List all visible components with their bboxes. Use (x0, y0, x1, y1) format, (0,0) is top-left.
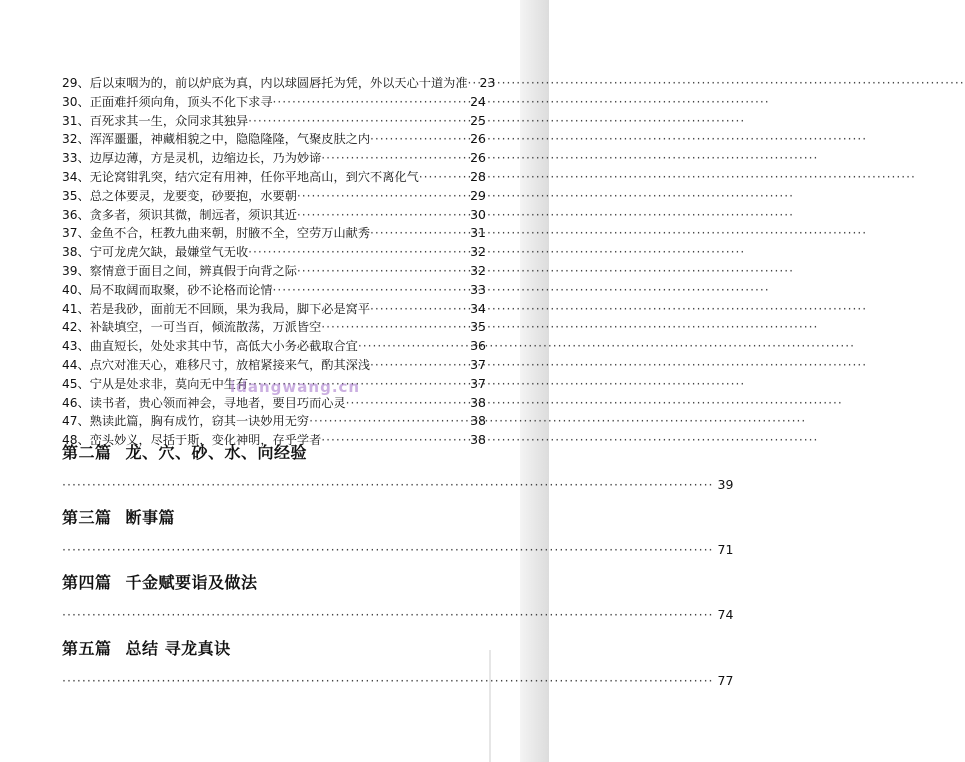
entry-number: 48 (62, 433, 78, 448)
entry-page: 37 (470, 375, 486, 391)
leader-dots (248, 245, 468, 259)
part-page: 77 (717, 673, 734, 688)
entry-page: 38 (470, 413, 486, 429)
entry-number: 40 (62, 282, 78, 297)
toc-entry (62, 318, 486, 337)
part-leader (62, 477, 734, 492)
entry-page: 38 (470, 432, 486, 448)
part-leader (62, 607, 734, 622)
leader-dots (370, 302, 468, 316)
leader-dots (62, 673, 714, 688)
entry-number: 35 (62, 188, 78, 203)
entry-number: 44 (62, 357, 78, 372)
entry-number: 30 (62, 94, 78, 109)
toc-entry (62, 281, 486, 300)
leader-dots (273, 283, 469, 297)
part-heading-3 (62, 505, 734, 557)
entry-page: 33 (470, 281, 486, 297)
entry-text: 、补缺填空，一可当百，倾流散荡，万派皆空 (77, 320, 322, 335)
toc-entry (62, 412, 486, 431)
toc-entry (62, 149, 486, 168)
leader-dots (297, 208, 468, 222)
part-leader (62, 542, 734, 557)
leader-dots (62, 477, 714, 492)
entry-text: 、察情意于面目之间，辨真假于向背之际 (77, 263, 297, 278)
toc-entry (62, 130, 486, 149)
entry-number: 33 (62, 151, 78, 166)
part-heading-5 (62, 636, 734, 688)
part-title (62, 636, 486, 659)
part-label: 第三篇 (62, 508, 112, 527)
leader-dots (321, 320, 468, 334)
leader-dots (346, 396, 468, 410)
entry-number: 34 (62, 169, 78, 184)
toc-entry (62, 168, 486, 187)
entry-number: 38 (62, 245, 78, 260)
leader-dots (62, 542, 714, 557)
leader-dots (297, 264, 468, 278)
entry-number: 46 (62, 395, 78, 410)
toc-entry (62, 74, 496, 93)
part-title (62, 440, 486, 463)
entry-text: 、正面难扦须向角，顶头不化下求寻 (77, 94, 273, 109)
part-page: 71 (717, 542, 734, 557)
part-label: 第二篇 (62, 443, 112, 462)
entry-page: 24 (470, 93, 486, 109)
entry-text: 、百死求其一生，众同求其独异 (77, 113, 249, 128)
entry-page: 26 (470, 131, 486, 147)
leader-dots (321, 151, 468, 165)
entry-page: 26 (470, 150, 486, 166)
toc-entry (62, 262, 486, 281)
toc-entry (62, 206, 486, 225)
entry-number: 37 (62, 226, 78, 241)
entry-page: 32 (470, 262, 486, 278)
toc-entry (62, 112, 486, 131)
toc-entry (62, 93, 486, 112)
leader-dots (62, 607, 714, 622)
entry-text: 、后以束咽为的，前以炉底为真，内以球圆唇托为凭，外以天心十道为准 (77, 76, 468, 90)
leader-dots (248, 114, 468, 128)
entry-number: 45 (62, 376, 78, 391)
leader-dots (370, 226, 468, 240)
entry-number: 36 (62, 207, 78, 222)
part-name: 总结 寻龙真诀 (125, 639, 231, 658)
leader-dots (309, 414, 468, 428)
part-heading-4 (62, 570, 734, 622)
entry-text: 、熟读此篇，胸有成竹，窃其一诀妙用无穷 (77, 414, 310, 429)
leader-dots (419, 170, 468, 184)
leader-dots (297, 189, 468, 203)
entry-text: 、若是我砂，面前无不回顾，果为我局，脚下必是窝平 (77, 301, 371, 316)
entry-page: 28 (470, 168, 486, 184)
entry-page: 25 (470, 112, 486, 128)
page-fold-line (489, 650, 491, 762)
part-leader (62, 673, 734, 688)
entry-page: 29 (470, 187, 486, 203)
entry-text: 、宁从是处求非，莫向无中生有 (77, 376, 249, 391)
toc-entry (62, 337, 486, 356)
leader-dots (358, 339, 468, 353)
leader-dots (273, 95, 469, 109)
entry-text: 、金鱼不合，枉教九曲来朝，肘腋不全，空劳万山献秀 (77, 226, 371, 241)
entry-page: 23 (479, 75, 496, 90)
part-name: 龙、穴、砂、水、向经验 (125, 443, 308, 462)
toc-entry (62, 300, 486, 319)
entry-text: 、点穴对准天心，难移尺寸，放棺紧接来气，酌其深浅 (77, 357, 371, 372)
part-page: 39 (717, 477, 734, 492)
entry-number: 39 (62, 263, 78, 278)
leader-dots (370, 132, 468, 146)
entry-page: 34 (470, 300, 486, 316)
entry-page: 38 (470, 394, 486, 410)
entry-number: 31 (62, 113, 78, 128)
entry-number: 32 (62, 132, 78, 147)
part-name: 千金赋要诣及做法 (125, 573, 258, 592)
entry-number: 42 (62, 320, 78, 335)
entry-page: 37 (470, 356, 486, 372)
watermark: idangwang.cn (230, 378, 361, 396)
entry-page: 32 (470, 244, 486, 260)
part-name: 断事篇 (125, 508, 176, 527)
entry-page: 35 (470, 319, 486, 335)
entry-number: 47 (62, 414, 78, 429)
part-title (62, 570, 486, 593)
toc-entry (62, 356, 486, 375)
entry-text: 、峦头妙义，尽括于斯，变化神明，存乎学者 (77, 433, 322, 448)
entry-text: 、无论窝钳乳突，结穴定有用神，任你平地高山，到穴不离化气 (77, 169, 419, 184)
entry-page: 31 (470, 225, 486, 241)
entry-text: 、贪多者，须识其微，制远者，须识其近 (77, 207, 297, 222)
toc-entry (62, 187, 486, 206)
part-heading-2 (62, 440, 734, 492)
part-page: 74 (717, 607, 734, 622)
entry-number: 41 (62, 301, 78, 316)
leader-dots (370, 358, 468, 372)
toc-entry (62, 224, 486, 243)
entry-number: 29 (62, 76, 78, 90)
toc-entry (62, 394, 486, 413)
entry-text: 、曲直短长，处处求其中节，高低大小务必截取合宜 (77, 339, 358, 354)
entry-text: 、读书者，贵心领而神会，寻地者，要目巧而心灵 (77, 395, 346, 410)
toc-entry (62, 243, 486, 262)
entry-page: 36 (470, 338, 486, 354)
entry-text: 、边厚边薄，方是灵机，边缩边长，乃为妙谛 (77, 151, 322, 166)
part-label: 第五篇 (62, 639, 112, 658)
part-label: 第四篇 (62, 573, 112, 592)
entry-text: 、浑浑噩噩，神藏相貌之中，隐隐隆隆，气聚皮肤之内 (77, 132, 371, 147)
part-title (62, 505, 486, 528)
leader-dots (468, 76, 478, 90)
entry-page: 30 (470, 206, 486, 222)
entry-number: 43 (62, 339, 78, 354)
entry-text: 、宁可龙虎欠缺，最嫌堂气无收 (77, 245, 249, 260)
entry-text: 、总之体要灵，龙要变，砂要抱，水要朝 (77, 188, 297, 203)
entry-text: 、局不取阔而取聚，砂不论格而论情 (77, 282, 273, 297)
